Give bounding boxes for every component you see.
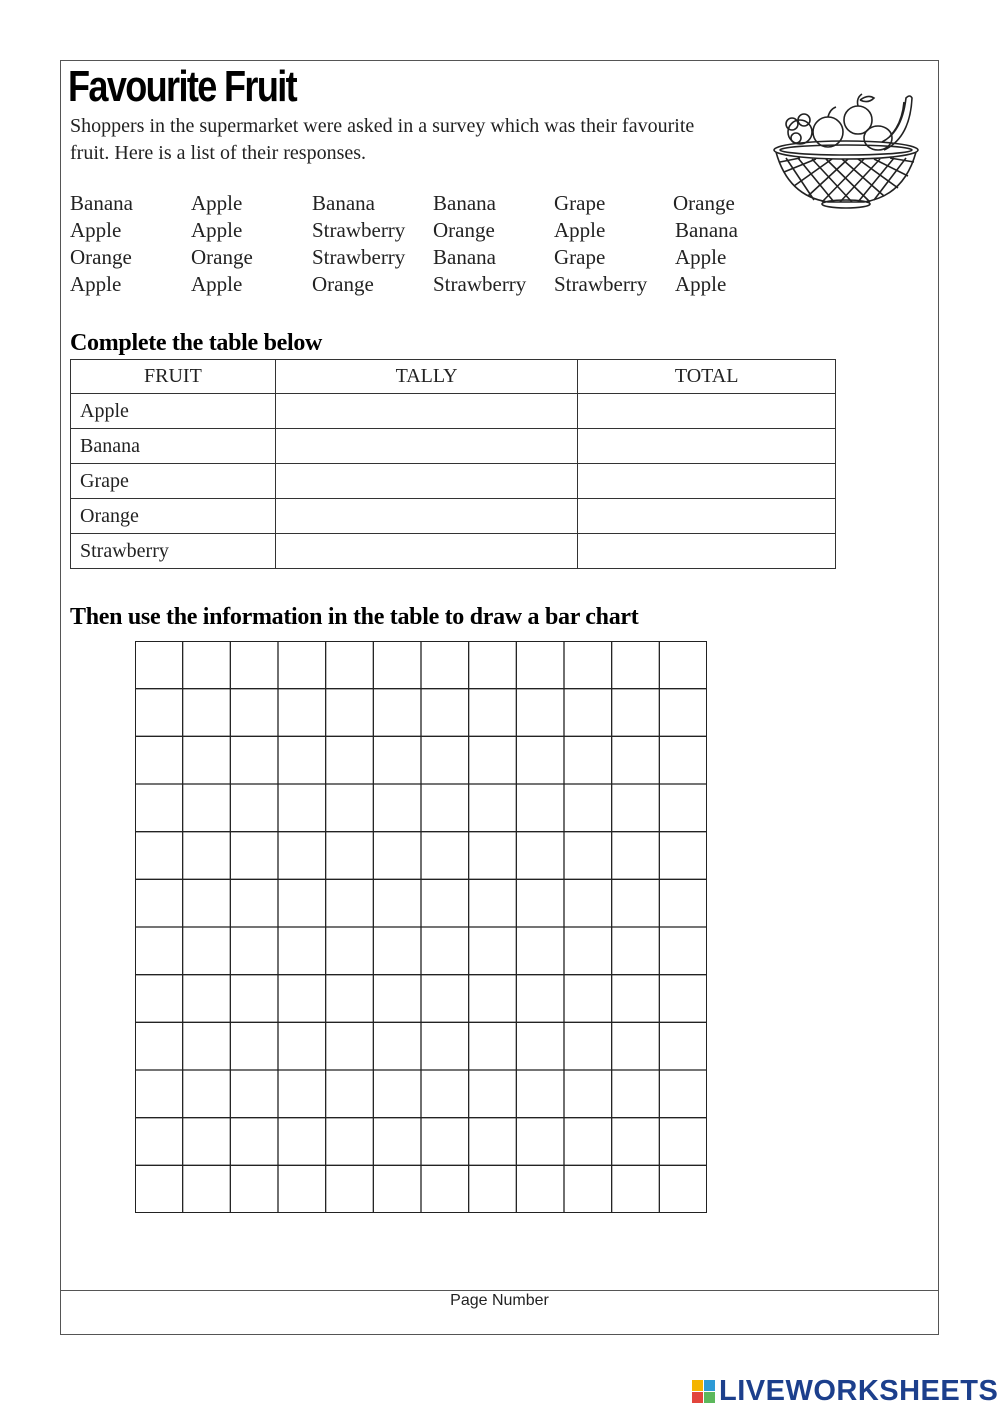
logo-mark-icon	[692, 1380, 716, 1404]
logo-square	[704, 1380, 715, 1391]
response-item: Apple	[191, 272, 243, 296]
table-row	[71, 429, 836, 464]
total-input-cell[interactable]	[578, 499, 836, 534]
response-item: Orange	[312, 272, 374, 296]
response-item: Strawberry	[554, 272, 648, 296]
liveworksheets-logo	[692, 1375, 998, 1408]
fruit-cell: Orange	[71, 499, 276, 534]
response-item: Orange	[191, 245, 253, 269]
total-input-cell[interactable]	[578, 429, 836, 464]
response-item: Orange	[673, 191, 735, 215]
response-item: Apple	[191, 218, 243, 242]
fruit-cell: Grape	[71, 464, 276, 499]
bar-chart-grid[interactable]	[135, 641, 707, 1213]
response-item: Strawberry	[312, 218, 406, 242]
tally-input-cell[interactable]	[275, 499, 578, 534]
response-item: Apple	[675, 272, 727, 296]
total-input-cell[interactable]	[578, 394, 836, 429]
response-item: Banana	[70, 191, 133, 215]
fruit-cell: Strawberry	[71, 534, 276, 569]
total-input-cell[interactable]	[578, 534, 836, 569]
response-item: Apple	[191, 191, 243, 215]
table-row	[71, 394, 836, 429]
table-header-row	[71, 360, 836, 394]
response-item: Orange	[70, 245, 132, 269]
table-heading: Complete the table below	[70, 330, 323, 356]
tally-table	[70, 359, 836, 569]
tally-input-cell[interactable]	[275, 394, 578, 429]
chart-heading: Then use the information in the table to draw a bar chart	[70, 604, 639, 630]
tally-input-cell[interactable]	[275, 464, 578, 499]
response-item: Banana	[433, 245, 496, 269]
response-item: Orange	[433, 218, 495, 242]
logo-square	[704, 1392, 715, 1403]
response-item: Banana	[433, 191, 496, 215]
worksheet-title: Favourite Fruit	[68, 62, 296, 111]
response-item: Strawberry	[433, 272, 527, 296]
response-item: Banana	[312, 191, 375, 215]
fruit-cell: Banana	[71, 429, 276, 464]
header-tally: TALLY	[275, 360, 578, 394]
response-item: Banana	[675, 218, 738, 242]
response-item: Strawberry	[312, 245, 406, 269]
header-fruit: FRUIT	[71, 360, 276, 394]
response-item: Apple	[70, 272, 122, 296]
response-item: Grape	[554, 245, 606, 269]
fruit-basket-illustration	[770, 92, 926, 212]
logo-square	[692, 1392, 703, 1403]
page-number-label: Page Number	[450, 1292, 549, 1309]
response-item: Apple	[675, 245, 727, 269]
response-item: Apple	[554, 218, 606, 242]
logo-text: LIVEWORKSHEETS	[719, 1375, 999, 1407]
total-input-cell[interactable]	[578, 464, 836, 499]
fruit-cell: Apple	[71, 394, 276, 429]
tally-input-cell[interactable]	[275, 429, 578, 464]
table-row	[71, 464, 836, 499]
header-total: TOTAL	[578, 360, 836, 394]
response-item: Apple	[70, 218, 122, 242]
response-item: Grape	[554, 191, 606, 215]
footer-divider	[60, 1290, 939, 1291]
table-row	[71, 499, 836, 534]
logo-square	[692, 1380, 703, 1391]
intro-text: Shoppers in the supermarket were asked in a survey which was their favourite fruit. Here is a list of their responses.	[70, 115, 695, 164]
tally-input-cell[interactable]	[275, 534, 578, 569]
table-row	[71, 534, 836, 569]
